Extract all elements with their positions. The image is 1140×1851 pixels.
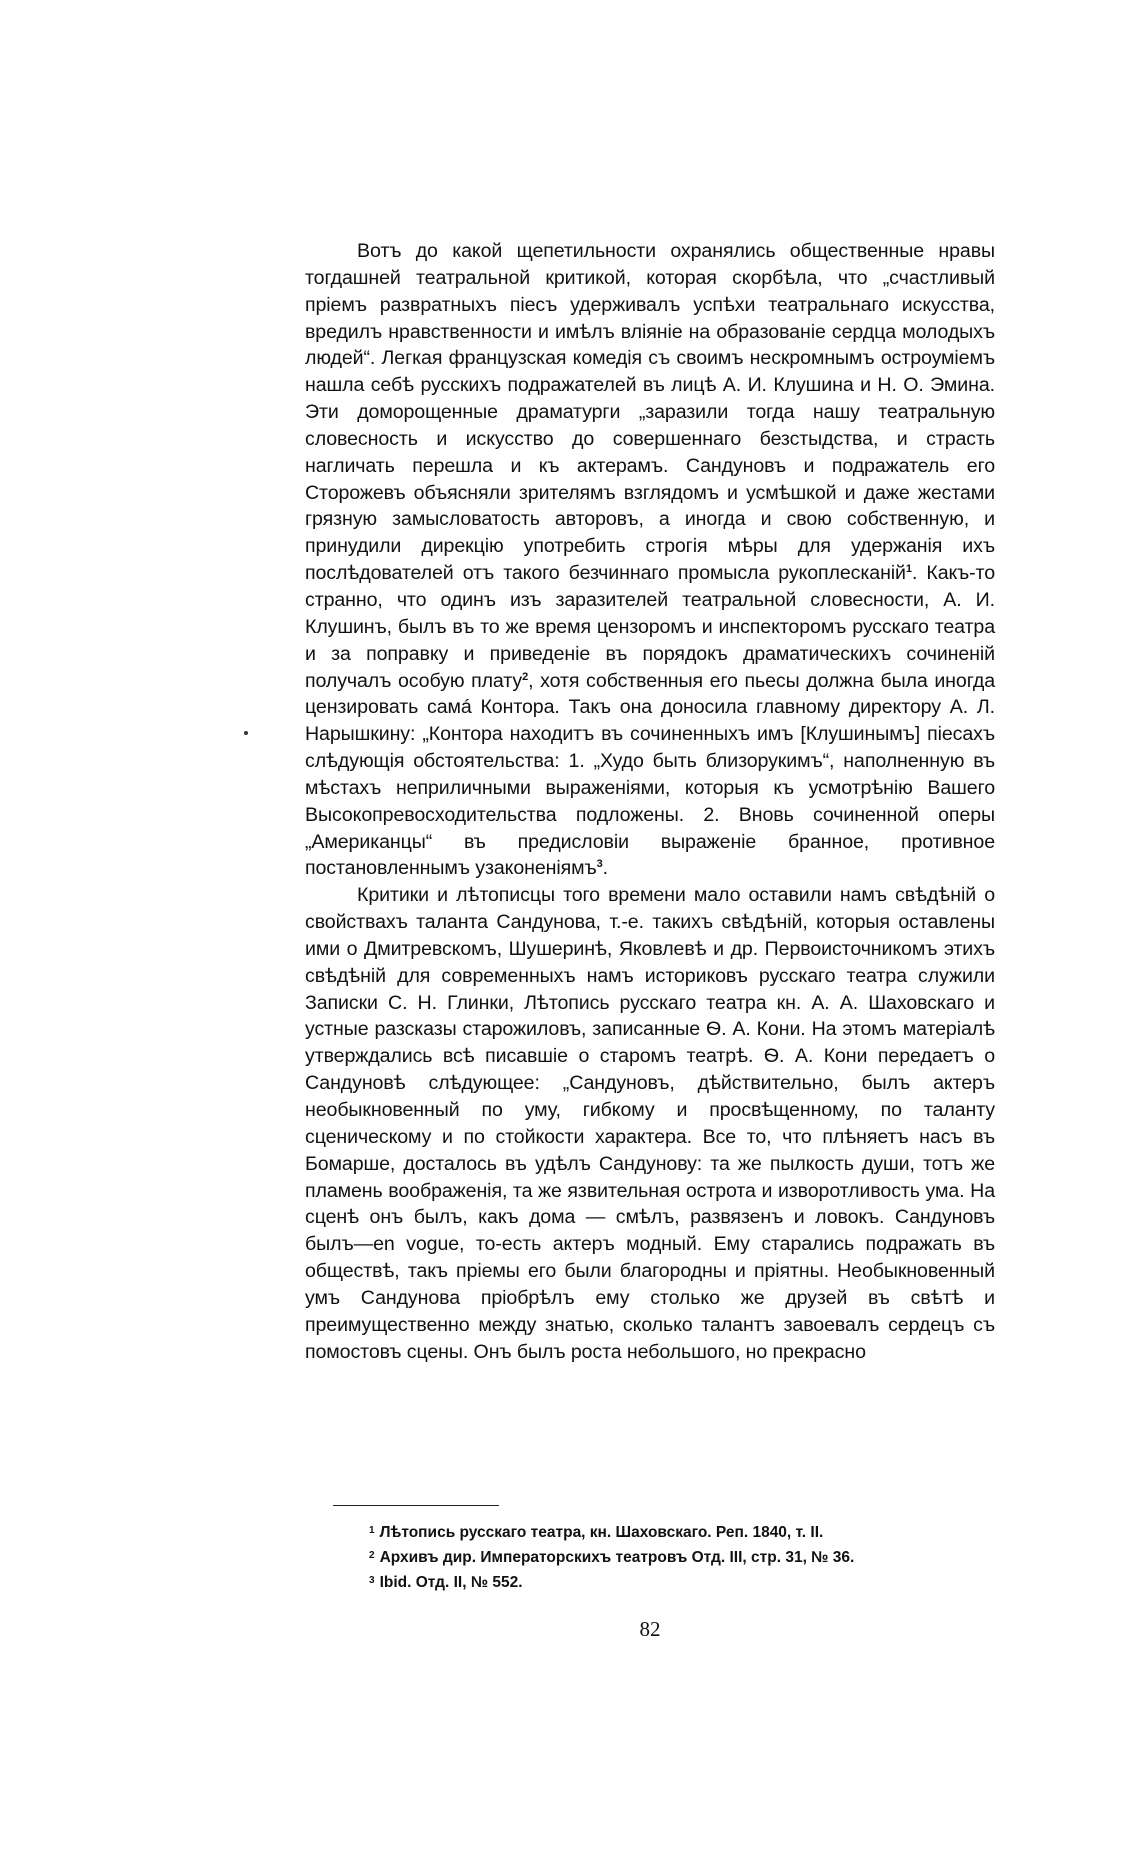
paragraph-1 bbox=[305, 238, 995, 882]
footnote-number: 1 bbox=[369, 1525, 375, 1536]
footnotes bbox=[369, 1519, 969, 1594]
footnote-text: Лѣтопись русскаго театра, кн. Шаховскаго. Реп. 1840, т. II. bbox=[379, 1524, 824, 1541]
margin-speck bbox=[244, 731, 248, 735]
paragraph-1-part-2: . Какъ-то странно, что одинъ изъ заразителей театральной словесности, А. И. Клушинъ, былъ въ то же время цензоромъ и инспекторомъ русскаго театра и за поправку и приведеніе въ порядокъ драматическихъ сочиненій получалъ особую плату bbox=[305, 562, 995, 692]
paragraph-1-part-4: . bbox=[602, 857, 609, 880]
footnote-number: 2 bbox=[369, 1550, 375, 1561]
footnote-ref-1[interactable]: 1 bbox=[905, 563, 912, 576]
footnote-text: Ibid. Отд. II, № 552. bbox=[379, 1574, 523, 1591]
footnote-divider bbox=[333, 1505, 499, 1506]
page-number: 82 bbox=[639, 1617, 661, 1641]
footnote-2 bbox=[369, 1544, 969, 1569]
footnote-ref-3[interactable]: 3 bbox=[596, 858, 603, 871]
footnote-ref-2[interactable]: 2 bbox=[522, 670, 529, 683]
paragraph-1-part-1: Вотъ до какой щепетильности охранялись общественные нравы тогдашней театральной критикой, которая скорбѣла, что „счастливый пріемъ развратныхъ піесъ удерживалъ успѣхи театральнаго искусства, вредилъ нравственности и имѣлъ вліяніе на образованіе сердца молодыхъ людей“. Легкая французская комедія съ своимъ нескромнымъ остроуміемъ нашла себѣ русскихъ подражателей въ лицѣ А. И. Клушина и Н. О. Эмина. Эти доморощенные драматурги „заразили тогда нашу театральную словесность и искусство до совершеннаго безстыдства, и страсть нагличать перешла и къ актерамъ. Сандуновъ и подражатель его Сторожевъ объясняли зрителямъ взглядомъ и усмѣшкой и даже жестами грязную замысловатость авторовъ, а иногда и свою собственную, и принудили дирекцію употребить строгія мѣры для удержанія ихъ послѣдователей отъ такого безчиннаго промысла рукоплесканій bbox=[305, 240, 995, 585]
footnote-3 bbox=[369, 1569, 969, 1594]
body-text bbox=[305, 238, 995, 1365]
footnote-number: 3 bbox=[369, 1575, 375, 1586]
footnote-1 bbox=[369, 1519, 969, 1544]
paragraph-2: Критики и лѣтописцы того времени мало оставили намъ свѣдѣній о свойствахъ таланта Сандунова, т.-е. такихъ свѣдѣній, которыя оставлены ими о Дмитревскомъ, Шушеринѣ, Яковлевѣ и др. Первоисточникомъ этихъ свѣдѣній для современныхъ намъ историковъ русскаго театра служили Записки С. Н. Глинки, Лѣтопись русскаго театра кн. А. А. Шаховскаго и устные разсказы старожиловъ, записанные Ѳ. А. Кони. На этомъ матеріалѣ утверждались всѣ писавшіе о старомъ театрѣ. Ѳ. А. Кони передаетъ о Сандуновѣ слѣдующее: „Сандуновъ, дѣйствительно, былъ актеръ необыкновенный по уму, гибкому и просвѣщенному, по таланту сценическому и по стойкости характера. Все то, что плѣняетъ насъ въ Бомарше, досталось въ удѣлъ Сандунову: та же пылкость души, тотъ же пламень воображенія, та же язвительная острота и изворотливость ума. На сценѣ онъ былъ, какъ дома — смѣлъ, развязенъ и ловокъ. Сандуновъ былъ—en vogue, то-есть актеръ модный. Ему старались подражать въ обществѣ, такъ пріемы его были благородны и пріятны. Необыкновенный умъ Сандунова пріобрѣлъ ему столько же друзей въ свѣтѣ и преимущественно между знатью, сколько талантъ завоевалъ сердецъ съ помостовъ сцены. Онъ былъ роста небольшого, но прекрасно bbox=[305, 884, 995, 1363]
footnote-text: Архивъ дир. Императорскихъ театровъ Отд. III, стр. 31, № 36. bbox=[379, 1549, 855, 1566]
paragraph-1-part-3: , хотя собственныя его пьесы должна была иногда цензировать самá Контора. Такъ она доносила главному директору А. Л. Нарышкину: „Контора находитъ въ сочиненныхъ имъ [Клушинымъ] піесахъ слѣдующія обстоятельства: 1. „Худо быть близорукимъ“, наполненную въ мѣстахъ неприличными выраженіями, которыя къ усмотрѣнію Вашего Высокопревосходительства подложены. 2. Вновь сочиненной оперы „Американцы“ въ предисловіи выраженіе бранное, противное постановленнымъ узаконеніямъ bbox=[305, 669, 995, 880]
